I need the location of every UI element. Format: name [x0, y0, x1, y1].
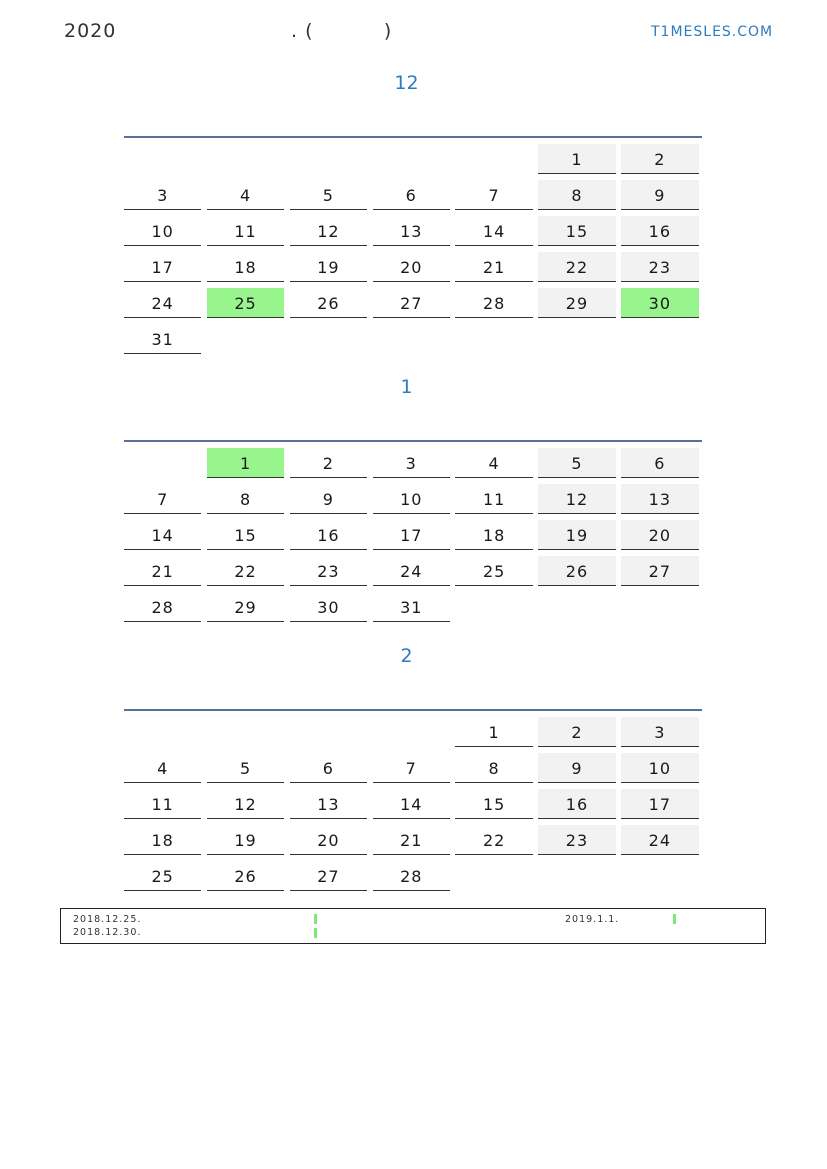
calendar-day: 21: [455, 252, 532, 282]
calendar-week-row: [124, 753, 704, 789]
calendar-day: 22: [455, 825, 532, 855]
calendar-empty-cell: [207, 144, 284, 174]
calendar-day: 4: [124, 753, 201, 783]
calendar-day: 2: [621, 144, 698, 174]
calendar-week-row: [124, 180, 704, 216]
calendar-day: 28: [455, 288, 532, 318]
calendar-empty-cell: [455, 592, 532, 622]
month-title-december: 12: [394, 72, 419, 94]
calendar-empty-cell: [373, 717, 450, 747]
calendar-day: 10: [373, 484, 450, 514]
calendar-day: 9: [290, 484, 367, 514]
calendar-day: 6: [290, 753, 367, 783]
calendar-empty-cell: [538, 324, 615, 354]
calendar-empty-cell: [538, 592, 615, 622]
calendar-week-row: [124, 288, 704, 324]
calendar-week-row: [124, 484, 704, 520]
calendar-day: 5: [290, 180, 367, 210]
calendar-day: 3: [373, 448, 450, 478]
calendar-day: 13: [621, 484, 698, 514]
calendar-empty-cell: [124, 144, 201, 174]
calendar-day: 12: [207, 789, 284, 819]
calendar-week-row: [124, 216, 704, 252]
calendar-day: 31: [124, 324, 201, 354]
calendar-day: 26: [538, 556, 615, 586]
calendar-day: 15: [207, 520, 284, 550]
calendar-empty-cell: [455, 861, 532, 891]
calendar-week-row: [124, 861, 704, 897]
calendar-day: 7: [373, 753, 450, 783]
calendar-day: 24: [621, 825, 698, 855]
calendar-day: 21: [124, 556, 201, 586]
calendar-day: 18: [124, 825, 201, 855]
calendar-day: 9: [538, 753, 615, 783]
calendar-grid-january: [124, 448, 704, 628]
calendar-week-row: [124, 252, 704, 288]
calendar-empty-cell: [373, 324, 450, 354]
calendar-week-row: [124, 448, 704, 484]
calendar-week-row: [124, 592, 704, 628]
calendar-grid-february: [124, 717, 704, 897]
header-title: . ( ): [291, 20, 393, 42]
calendar-empty-cell: [455, 144, 532, 174]
calendar-day: 24: [373, 556, 450, 586]
header-year: 2020: [64, 20, 117, 42]
month-title-january: 1: [400, 376, 413, 398]
calendar-day: 1: [455, 717, 532, 747]
calendar-day: 14: [124, 520, 201, 550]
calendar-day: 13: [373, 216, 450, 246]
calendar-day: 24: [124, 288, 201, 318]
calendar-day: 4: [207, 180, 284, 210]
calendar-day: 5: [207, 753, 284, 783]
calendar-day: 6: [373, 180, 450, 210]
calendar-day: 23: [621, 252, 698, 282]
calendar-day: 25: [124, 861, 201, 891]
calendar-grid-december: [124, 144, 704, 360]
calendar-day: 1: [538, 144, 615, 174]
calendar-day: 19: [538, 520, 615, 550]
calendar-day: 16: [538, 789, 615, 819]
calendar-day: 29: [207, 592, 284, 622]
calendar-day: 28: [373, 861, 450, 891]
calendar-empty-cell: [290, 144, 367, 174]
calendar-empty-cell: [455, 324, 532, 354]
calendar-day: 2: [538, 717, 615, 747]
calendar-day: 17: [621, 789, 698, 819]
calendar-day: 13: [290, 789, 367, 819]
calendar-week-row: [124, 717, 704, 753]
calendar-empty-cell: [621, 324, 698, 354]
calendar-day: 17: [124, 252, 201, 282]
calendar-day: 7: [124, 484, 201, 514]
calendar-day: 21: [373, 825, 450, 855]
calendar-day: 10: [124, 216, 201, 246]
calendar-day: 12: [538, 484, 615, 514]
holiday-legend: [60, 908, 766, 944]
calendar-day: 22: [207, 556, 284, 586]
calendar-day: 6: [621, 448, 698, 478]
legend-mark-3: [673, 914, 676, 924]
calendar-empty-cell: [290, 717, 367, 747]
calendar-day: 19: [290, 252, 367, 282]
calendar-day: 1: [207, 448, 284, 478]
calendar-day: 7: [455, 180, 532, 210]
calendar-day: 5: [538, 448, 615, 478]
calendar-empty-cell: [621, 592, 698, 622]
calendar-day: 9: [621, 180, 698, 210]
calendar-day: 12: [290, 216, 367, 246]
calendar-day: 16: [621, 216, 698, 246]
legend-date-2: 2018.12.30.: [73, 927, 142, 938]
calendar-day: 20: [373, 252, 450, 282]
calendar-week-row: [124, 324, 704, 360]
month-rule-january: [124, 440, 702, 442]
calendar-day: 25: [455, 556, 532, 586]
calendar-day: 31: [373, 592, 450, 622]
calendar-empty-cell: [621, 861, 698, 891]
calendar-day: 28: [124, 592, 201, 622]
calendar-day: 30: [290, 592, 367, 622]
calendar-day: 10: [621, 753, 698, 783]
calendar-day: 27: [621, 556, 698, 586]
calendar-day: 11: [455, 484, 532, 514]
legend-mark-1: [314, 914, 317, 924]
calendar-week-row: [124, 520, 704, 556]
calendar-empty-cell: [538, 861, 615, 891]
calendar-day: 8: [455, 753, 532, 783]
month-rule-february: [124, 709, 702, 711]
calendar-day: 11: [124, 789, 201, 819]
calendar-day: 23: [290, 556, 367, 586]
calendar-day: 26: [207, 861, 284, 891]
calendar-week-row: [124, 825, 704, 861]
legend-date-3: 2019.1.1.: [565, 914, 620, 925]
calendar-empty-cell: [207, 717, 284, 747]
calendar-day: 29: [538, 288, 615, 318]
calendar-day: 14: [373, 789, 450, 819]
calendar-day: 14: [455, 216, 532, 246]
calendar-day: 26: [290, 288, 367, 318]
calendar-week-row: [124, 556, 704, 592]
calendar-day: 22: [538, 252, 615, 282]
calendar-day: 15: [538, 216, 615, 246]
calendar-day: 16: [290, 520, 367, 550]
calendar-week-row: [124, 144, 704, 180]
calendar-day: 4: [455, 448, 532, 478]
calendar-day: 2: [290, 448, 367, 478]
month-rule-december: [124, 136, 702, 138]
calendar-day: 15: [455, 789, 532, 819]
calendar-day: 27: [290, 861, 367, 891]
calendar-empty-cell: [124, 448, 201, 478]
legend-date-1: 2018.12.25.: [73, 914, 142, 925]
site-link[interactable]: T1MESLES.COM: [651, 24, 774, 40]
calendar-empty-cell: [124, 717, 201, 747]
calendar-day: 23: [538, 825, 615, 855]
calendar-day: 11: [207, 216, 284, 246]
calendar-day: 8: [207, 484, 284, 514]
calendar-day: 27: [373, 288, 450, 318]
month-title-february: 2: [400, 645, 413, 667]
calendar-empty-cell: [290, 324, 367, 354]
calendar-day: 25: [207, 288, 284, 318]
legend-mark-2: [314, 928, 317, 938]
calendar-day: 20: [621, 520, 698, 550]
calendar-day: 18: [455, 520, 532, 550]
calendar-empty-cell: [373, 144, 450, 174]
calendar-day: 3: [621, 717, 698, 747]
calendar-day: 17: [373, 520, 450, 550]
calendar-day: 18: [207, 252, 284, 282]
calendar-day: 3: [124, 180, 201, 210]
calendar-week-row: [124, 789, 704, 825]
calendar-day: 30: [621, 288, 698, 318]
calendar-day: 20: [290, 825, 367, 855]
calendar-day: 19: [207, 825, 284, 855]
calendar-empty-cell: [207, 324, 284, 354]
calendar-day: 8: [538, 180, 615, 210]
